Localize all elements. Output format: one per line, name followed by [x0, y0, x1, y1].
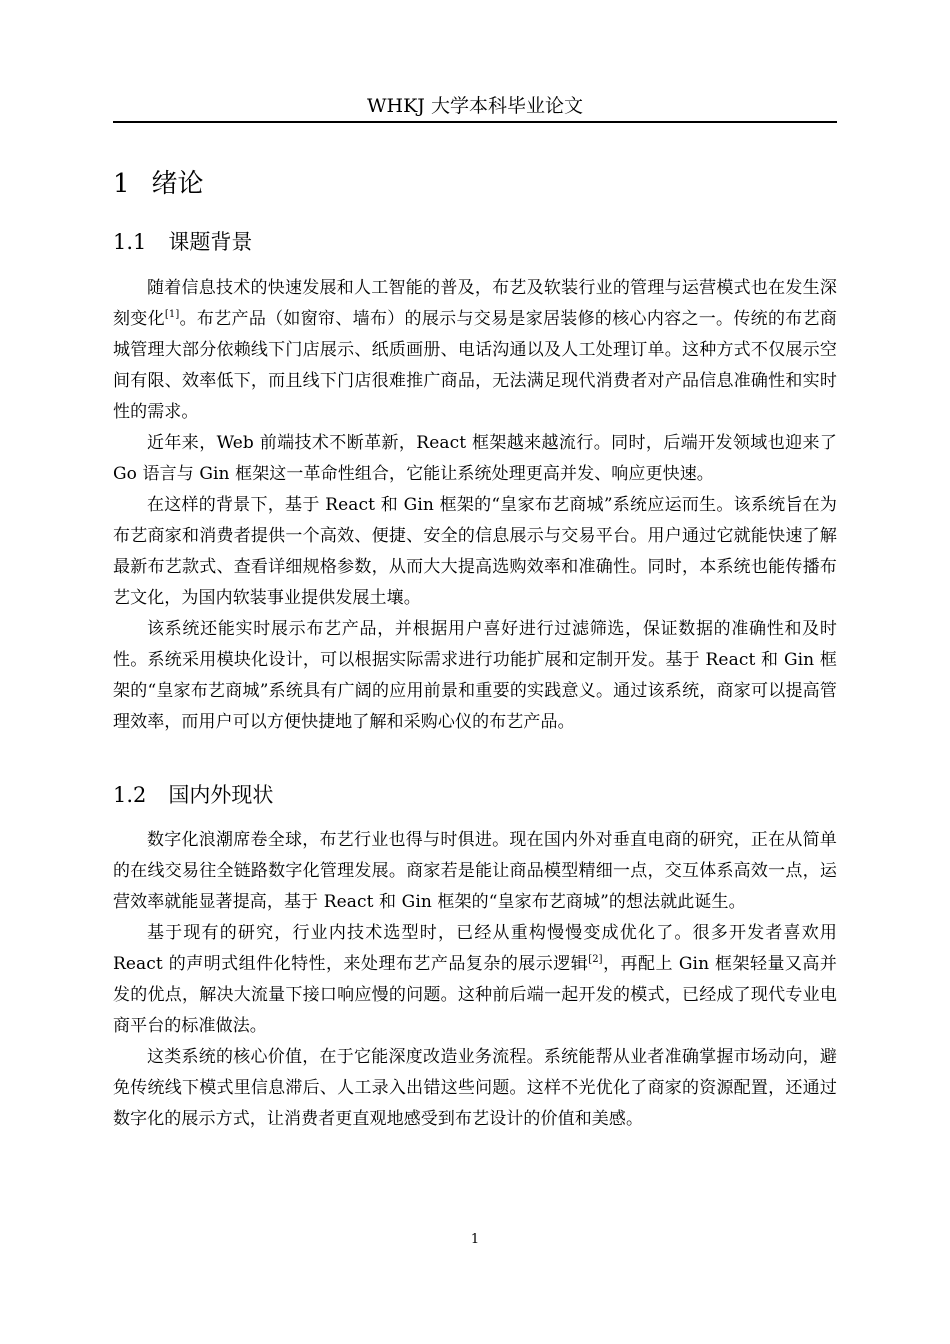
paragraph-text: 基于现有的研究，行业内技术选型时，已经从重构慢慢变成优化了。很多开发者喜欢用 React 的声明式组件化特性，来处理布艺产品复杂的展示逻辑	[113, 923, 837, 974]
paragraph: 在这样的背景下，基于 React 和 Gin 框架的“皇家布艺商城”系统应运而生。该系统旨在为布艺商家和消费者提供一个高效、便捷、安全的信息展示与交易平台。用户通过它就能快速了解最新布艺款式、查看详细规格参数，从而大大提高选购效率和准确性。同时，本系统也能传播布艺文化，为国内软装事业提供发展土壤。	[113, 495, 837, 608]
citation: [1]	[164, 309, 180, 320]
section-title-1-1	[113, 229, 252, 255]
paragraph-text: 。布艺产品（如窗帘、墙布）的展示与交易是家居装修的核心内容之一。传统的布艺商城管理大部分依赖线下门店展示、纸质画册、电话沟通以及人工处理订单。这种方式不仅展示空间有限、效率低下，而且线下门店很难推广商品，无法满足现代消费者对产品信息准确性和实时性的需求。	[113, 309, 837, 422]
section-title-text: 课题背景	[168, 230, 253, 254]
paragraph	[113, 273, 837, 428]
header-rule	[113, 121, 837, 123]
section-1-2-body	[113, 825, 837, 1135]
chapter-title	[113, 168, 204, 200]
paragraph: 该系统还能实时展示布艺产品，并根据用户喜好进行过滤筛选，保证数据的准确性和及时性。系统采用模块化设计，可以根据实际需求进行功能扩展和定制开发。基于 React 和 Gin 框架的“皇家布艺商城”系统具有广阔的应用前景和重要的实践意义。通过该系统，商家可以提高管理效率，而用户可以方便快捷地了解和采购心仪的布艺产品。	[113, 619, 837, 732]
paragraph: 数字化浪潮席卷全球，布艺行业也得与时俱进。现在国内外对垂直电商的研究，正在从简单的在线交易往全链路数字化管理发展。商家若是能让商品模型精细一点，交互体系高效一点，运营效率就能显著提高，基于 React 和 Gin 框架的“皇家布艺商城”的想法就此诞生。	[113, 830, 837, 912]
section-1-1-body	[113, 273, 837, 738]
paragraph: 近年来，Web 前端技术不断革新，React 框架越来越流行。同时，后端开发领域也迎来了 Go 语言与 Gin 框架这一革命性组合，它能让系统处理更高并发、响应更快速。	[113, 433, 837, 484]
paragraph-text: 随着信息技术的快速发展和人工智能的普及，布艺及软装行业的管理与运营模式也在发生深刻变化	[113, 278, 837, 329]
paragraph-text: ，再配上 Gin 框架轻量又高并发的优点，解决大流量下接口响应慢的问题。这种前后端一起开发的模式，已经成了现代专业电商平台的标准做法。	[113, 954, 837, 1036]
section-number: 1.1	[113, 230, 147, 254]
citation: [2]	[588, 954, 603, 965]
paragraph: 这类系统的核心价值，在于它能深度改造业务流程。系统能帮从业者准确掌握市场动向，避免传统线下模式里信息滞后、人工录入出错这些问题。这样不光优化了商家的资源配置，还通过数字化的展示方式，让消费者更直观地感受到布艺设计的价值和美感。	[113, 1047, 837, 1129]
section-number: 1.2	[113, 783, 147, 807]
section-title-1-2	[113, 782, 273, 808]
paragraph	[113, 918, 837, 1042]
page-number: 1	[470, 1232, 480, 1247]
chapter-title-text: 绪论	[151, 169, 204, 199]
chapter-number: 1	[113, 169, 130, 199]
section-title-text: 国内外现状	[168, 783, 274, 807]
running-header: WHKJ 大学本科毕业论文	[367, 95, 583, 117]
